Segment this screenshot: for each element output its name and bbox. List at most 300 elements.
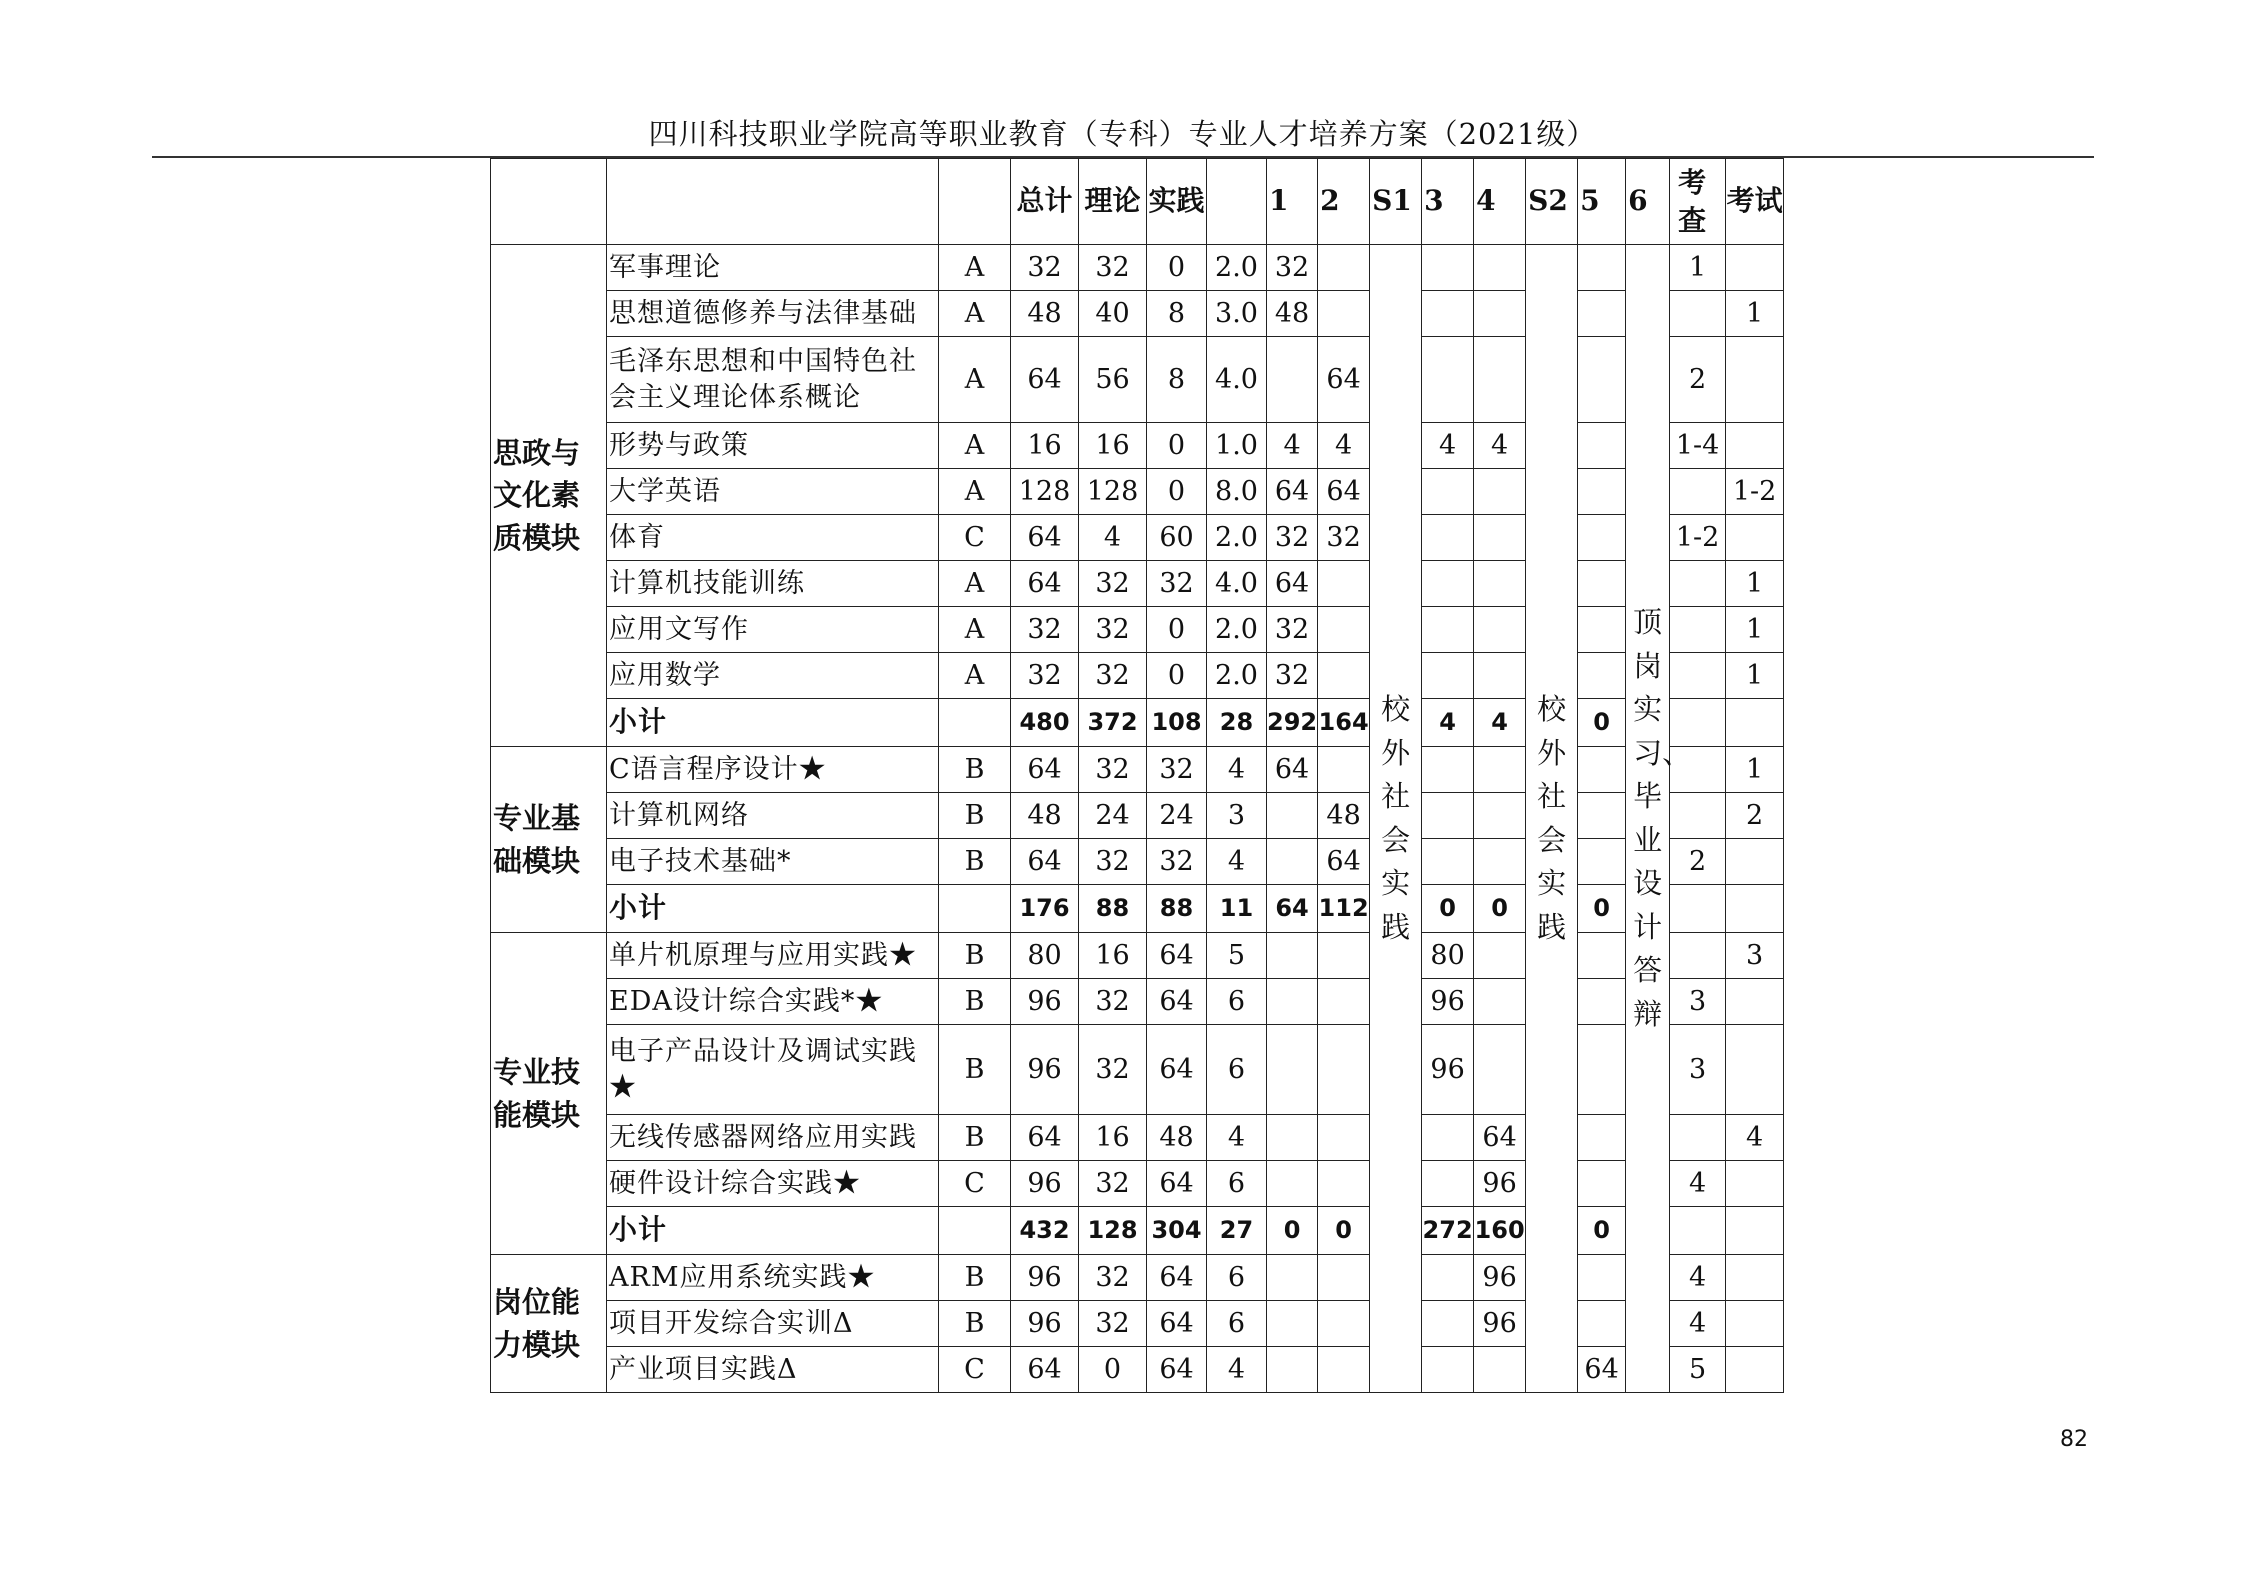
theory-hours: 88 [1079,885,1147,933]
semester-2-hours [1318,1025,1370,1115]
exam-semester: 4 [1726,1115,1784,1161]
total-hours: 64 [1011,1347,1079,1393]
semester-1-hours [1267,1301,1318,1347]
total-hours: 64 [1011,839,1079,885]
semester-4-hours [1474,747,1526,793]
course-name: 体育 [607,515,939,561]
theory-hours: 4 [1079,515,1147,561]
semester-1-hours: 64 [1267,885,1318,933]
semester-1-hours: 64 [1267,747,1318,793]
exam-semester [1726,1207,1784,1255]
semester-5-hours [1578,933,1626,979]
header-semester-5: 5 [1578,159,1626,245]
check-semester: 1-2 [1670,515,1726,561]
theory-hours: 16 [1079,1115,1147,1161]
practice-hours: 0 [1147,607,1207,653]
table-row [491,839,1784,885]
semester-1-hours: 64 [1267,561,1318,607]
theory-hours: 24 [1079,793,1147,839]
check-semester [1670,885,1726,933]
total-hours: 64 [1011,561,1079,607]
header-blank-module [491,159,607,245]
semester-6-internship: 顶岗实习、毕业设计答辩 [1626,245,1670,1393]
exam-semester: 1 [1726,607,1784,653]
check-semester: 4 [1670,1161,1726,1207]
semester-3-hours [1422,1161,1474,1207]
semester-3-hours: 4 [1422,423,1474,469]
total-hours: 32 [1011,653,1079,699]
semester-1-hours [1267,1347,1318,1393]
semester-5-hours: 0 [1578,885,1626,933]
credits: 5 [1207,933,1267,979]
course-type: A [939,653,1011,699]
check-semester [1670,793,1726,839]
header-semester-2: 2 [1318,159,1370,245]
credits: 1.0 [1207,423,1267,469]
course-type [939,1207,1011,1255]
credits: 4 [1207,747,1267,793]
semester-3-hours: 96 [1422,1025,1474,1115]
semester-3-hours [1422,793,1474,839]
credits: 6 [1207,1255,1267,1301]
semester-4-hours [1474,839,1526,885]
semester-1-hours [1267,933,1318,979]
exam-semester [1726,1347,1784,1393]
semester-1-hours: 4 [1267,423,1318,469]
practice-hours: 88 [1147,885,1207,933]
exam-semester [1726,423,1784,469]
semester-2-hours [1318,561,1370,607]
semester-1-hours [1267,337,1318,423]
check-semester [1670,291,1726,337]
theory-hours: 32 [1079,1255,1147,1301]
semester-4-hours: 0 [1474,885,1526,933]
semester-2-hours: 4 [1318,423,1370,469]
practice-hours: 32 [1147,561,1207,607]
practice-hours: 32 [1147,839,1207,885]
practice-hours: 64 [1147,979,1207,1025]
practice-hours: 64 [1147,933,1207,979]
table-row [491,515,1784,561]
semester-3-hours [1422,607,1474,653]
semester-4-hours [1474,653,1526,699]
semester-4-hours [1474,979,1526,1025]
total-hours: 32 [1011,607,1079,653]
total-hours: 16 [1011,423,1079,469]
course-type: A [939,291,1011,337]
course-name: 计算机网络 [607,793,939,839]
course-type: B [939,1301,1011,1347]
check-semester: 2 [1670,337,1726,423]
check-semester [1670,469,1726,515]
practice-hours: 64 [1147,1161,1207,1207]
course-name: 单片机原理与应用实践★ [607,933,939,979]
subtotal-label: 小计 [607,885,939,933]
course-name: 大学英语 [607,469,939,515]
subtotal-row [491,1207,1784,1255]
semester-3-hours [1422,515,1474,561]
semester-3-hours: 80 [1422,933,1474,979]
total-hours: 96 [1011,1025,1079,1115]
credits: 4 [1207,1347,1267,1393]
semester-2-hours: 164 [1318,699,1370,747]
course-name: 思想道德修养与法律基础 [607,291,939,337]
semester-3-hours: 272 [1422,1207,1474,1255]
semester-5-hours [1578,793,1626,839]
course-name: ARM应用系统实践★ [607,1255,939,1301]
table-row [491,469,1784,515]
check-semester [1670,1115,1726,1161]
summer-2-practice: 校外社会实践 [1526,245,1578,1393]
subtotal-label: 小计 [607,1207,939,1255]
semester-3-hours [1422,337,1474,423]
table-row [491,423,1784,469]
semester-2-hours [1318,1115,1370,1161]
practice-hours: 8 [1147,291,1207,337]
semester-3-hours: 4 [1422,699,1474,747]
theory-hours: 32 [1079,1161,1147,1207]
semester-3-hours [1422,561,1474,607]
semester-2-hours [1318,607,1370,653]
total-hours: 96 [1011,1301,1079,1347]
total-hours: 432 [1011,1207,1079,1255]
semester-1-hours [1267,1161,1318,1207]
semester-4-hours: 160 [1474,1207,1526,1255]
credits: 6 [1207,979,1267,1025]
credits: 3.0 [1207,291,1267,337]
practice-hours: 24 [1147,793,1207,839]
course-name: 计算机技能训练 [607,561,939,607]
summer-1-practice: 校外社会实践 [1370,245,1422,1393]
exam-semester [1726,245,1784,291]
total-hours: 64 [1011,515,1079,561]
check-semester: 4 [1670,1255,1726,1301]
theory-hours: 372 [1079,699,1147,747]
exam-semester [1726,515,1784,561]
practice-hours: 64 [1147,1347,1207,1393]
course-type: B [939,839,1011,885]
theory-hours: 56 [1079,337,1147,423]
semester-1-hours: 32 [1267,607,1318,653]
course-type: B [939,1115,1011,1161]
course-type: C [939,1347,1011,1393]
semester-3-hours: 96 [1422,979,1474,1025]
header-semester-3: 3 [1422,159,1474,245]
header-blank-credit [1207,159,1267,245]
credits: 6 [1207,1025,1267,1115]
check-semester [1670,933,1726,979]
semester-2-hours [1318,291,1370,337]
semester-4-hours: 96 [1474,1255,1526,1301]
header-exam: 考试 [1726,159,1784,245]
course-name: 应用数学 [607,653,939,699]
table-row [491,933,1784,979]
exam-semester [1726,1301,1784,1347]
semester-5-hours [1578,1161,1626,1207]
semester-1-hours [1267,1025,1318,1115]
semester-4-hours [1474,291,1526,337]
credits: 4 [1207,1115,1267,1161]
theory-hours: 0 [1079,1347,1147,1393]
semester-1-hours [1267,979,1318,1025]
exam-semester: 3 [1726,933,1784,979]
header-blank-course [607,159,939,245]
semester-4-hours [1474,469,1526,515]
practice-hours: 64 [1147,1025,1207,1115]
total-hours: 48 [1011,793,1079,839]
semester-3-hours [1422,469,1474,515]
course-type: C [939,1161,1011,1207]
credits: 4.0 [1207,337,1267,423]
credits: 4.0 [1207,561,1267,607]
semester-2-hours [1318,979,1370,1025]
semester-2-hours [1318,653,1370,699]
semester-5-hours: 64 [1578,1347,1626,1393]
semester-3-hours [1422,653,1474,699]
total-hours: 96 [1011,979,1079,1025]
semester-1-hours [1267,1115,1318,1161]
table-row [491,1115,1784,1161]
semester-5-hours [1578,423,1626,469]
theory-hours: 32 [1079,1301,1147,1347]
semester-4-hours: 4 [1474,423,1526,469]
practice-hours: 60 [1147,515,1207,561]
semester-3-hours [1422,245,1474,291]
header-theory: 理论 [1079,159,1147,245]
exam-semester: 1 [1726,291,1784,337]
total-hours: 128 [1011,469,1079,515]
exam-semester [1726,1161,1784,1207]
header-summer-1: S1 [1370,159,1422,245]
page-number: 82 [2060,1427,2088,1452]
exam-semester [1726,885,1784,933]
course-name: 硬件设计综合实践★ [607,1161,939,1207]
course-type [939,885,1011,933]
semester-1-hours [1267,793,1318,839]
theory-hours: 16 [1079,423,1147,469]
credits: 3 [1207,793,1267,839]
curriculum-table [490,158,1784,1393]
semester-4-hours: 96 [1474,1161,1526,1207]
total-hours: 480 [1011,699,1079,747]
course-type: B [939,747,1011,793]
semester-2-hours: 112 [1318,885,1370,933]
header-summer-2: S2 [1526,159,1578,245]
total-hours: 64 [1011,337,1079,423]
semester-5-hours [1578,337,1626,423]
semester-3-hours: 0 [1422,885,1474,933]
practice-hours: 108 [1147,699,1207,747]
table-row [491,1255,1784,1301]
theory-hours: 32 [1079,747,1147,793]
header-semester-4: 4 [1474,159,1526,245]
semester-5-hours [1578,1115,1626,1161]
course-type: B [939,933,1011,979]
total-hours: 64 [1011,747,1079,793]
course-type: B [939,793,1011,839]
practice-hours: 0 [1147,423,1207,469]
credits: 8.0 [1207,469,1267,515]
theory-hours: 16 [1079,933,1147,979]
check-semester: 1 [1670,245,1726,291]
theory-hours: 32 [1079,607,1147,653]
semester-1-hours: 32 [1267,653,1318,699]
semester-4-hours: 4 [1474,699,1526,747]
semester-3-hours [1422,1347,1474,1393]
course-name: EDA设计综合实践*★ [607,979,939,1025]
credits: 6 [1207,1161,1267,1207]
credits: 2.0 [1207,515,1267,561]
credits: 2.0 [1207,607,1267,653]
check-semester: 1-4 [1670,423,1726,469]
module-name: 专业基础模块 [491,747,607,933]
check-semester: 2 [1670,839,1726,885]
exam-semester: 1 [1726,653,1784,699]
semester-3-hours [1422,839,1474,885]
exam-semester [1726,337,1784,423]
exam-semester [1726,1025,1784,1115]
exam-semester [1726,839,1784,885]
course-type: B [939,979,1011,1025]
module-name: 专业技能模块 [491,933,607,1255]
course-type: B [939,1255,1011,1301]
theory-hours: 32 [1079,1025,1147,1115]
exam-semester: 2 [1726,793,1784,839]
semester-5-hours [1578,839,1626,885]
total-hours: 80 [1011,933,1079,979]
semester-2-hours: 0 [1318,1207,1370,1255]
semester-2-hours [1318,747,1370,793]
course-name: 应用文写作 [607,607,939,653]
total-hours: 32 [1011,245,1079,291]
total-hours: 64 [1011,1115,1079,1161]
table-row [491,1161,1784,1207]
check-semester: 3 [1670,979,1726,1025]
semester-2-hours [1318,1255,1370,1301]
theory-hours: 128 [1079,469,1147,515]
semester-5-hours [1578,747,1626,793]
semester-1-hours: 64 [1267,469,1318,515]
course-type: A [939,245,1011,291]
practice-hours: 48 [1147,1115,1207,1161]
check-semester: 3 [1670,1025,1726,1115]
exam-semester: 1 [1726,561,1784,607]
practice-hours: 32 [1147,747,1207,793]
table-row [491,653,1784,699]
header-semester-6: 6 [1626,159,1670,245]
course-name: 形势与政策 [607,423,939,469]
course-type: A [939,337,1011,423]
theory-hours: 128 [1079,1207,1147,1255]
credits: 4 [1207,839,1267,885]
semester-5-hours [1578,1025,1626,1115]
practice-hours: 8 [1147,337,1207,423]
header-check: 考查 [1670,159,1726,245]
semester-5-hours: 0 [1578,699,1626,747]
theory-hours: 32 [1079,245,1147,291]
semester-4-hours: 64 [1474,1115,1526,1161]
table-row [491,793,1784,839]
header-total: 总计 [1011,159,1079,245]
header-semester-1: 1 [1267,159,1318,245]
exam-semester: 1-2 [1726,469,1784,515]
semester-5-hours: 0 [1578,1207,1626,1255]
semester-5-hours [1578,979,1626,1025]
subtotal-label: 小计 [607,699,939,747]
semester-2-hours [1318,1347,1370,1393]
semester-4-hours [1474,607,1526,653]
theory-hours: 32 [1079,653,1147,699]
practice-hours: 0 [1147,469,1207,515]
total-hours: 176 [1011,885,1079,933]
semester-4-hours [1474,245,1526,291]
table-row [491,979,1784,1025]
semester-1-hours: 32 [1267,515,1318,561]
semester-3-hours [1422,291,1474,337]
semester-1-hours [1267,1255,1318,1301]
header-blank-type [939,159,1011,245]
semester-3-hours [1422,747,1474,793]
practice-hours: 0 [1147,245,1207,291]
credits: 2.0 [1207,245,1267,291]
theory-hours: 40 [1079,291,1147,337]
semester-5-hours [1578,515,1626,561]
semester-5-hours [1578,291,1626,337]
semester-4-hours [1474,337,1526,423]
theory-hours: 32 [1079,561,1147,607]
practice-hours: 64 [1147,1301,1207,1347]
semester-2-hours: 64 [1318,337,1370,423]
credits: 11 [1207,885,1267,933]
check-semester [1670,561,1726,607]
semester-5-hours [1578,1301,1626,1347]
semester-2-hours [1318,1161,1370,1207]
semester-4-hours [1474,515,1526,561]
table-row [491,337,1784,423]
semester-1-hours: 48 [1267,291,1318,337]
semester-4-hours [1474,793,1526,839]
module-name: 思政与文化素质模块 [491,245,607,747]
semester-5-hours [1578,561,1626,607]
credits: 27 [1207,1207,1267,1255]
course-name: 军事理论 [607,245,939,291]
credits: 6 [1207,1301,1267,1347]
total-hours: 96 [1011,1255,1079,1301]
table-row [491,607,1784,653]
table-row [491,1301,1784,1347]
table-row [491,561,1784,607]
table-row [491,291,1784,337]
practice-hours: 64 [1147,1255,1207,1301]
semester-1-hours: 0 [1267,1207,1318,1255]
course-type: A [939,607,1011,653]
subtotal-row [491,699,1784,747]
course-name: 无线传感器网络应用实践 [607,1115,939,1161]
semester-4-hours [1474,1347,1526,1393]
total-hours: 96 [1011,1161,1079,1207]
practice-hours: 304 [1147,1207,1207,1255]
semester-1-hours: 32 [1267,245,1318,291]
table-row [491,245,1784,291]
semester-2-hours [1318,933,1370,979]
total-hours: 48 [1011,291,1079,337]
subtotal-row [491,885,1784,933]
semester-5-hours [1578,607,1626,653]
credits: 2.0 [1207,653,1267,699]
semester-5-hours [1578,1255,1626,1301]
credits: 28 [1207,699,1267,747]
semester-2-hours: 64 [1318,839,1370,885]
